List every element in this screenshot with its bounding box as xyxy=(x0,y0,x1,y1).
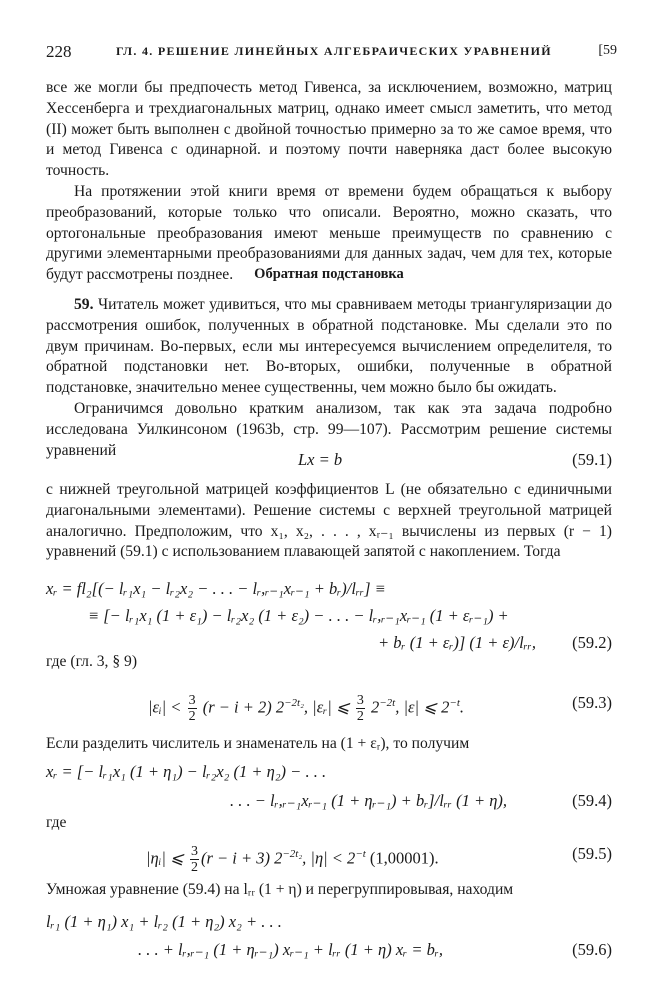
text-block-divide xyxy=(46,734,612,755)
fraction-denominator: 2 xyxy=(190,860,198,876)
equation-59-4-line2-text: . . . − lᵣ,ᵣ₋₁xᵣ₋₁ (1 + ηᵣ₋₁) + bᵣ]/lᵣᵣ (1 + η), xyxy=(230,791,508,810)
equation-59-3-body xyxy=(148,685,464,726)
fraction xyxy=(356,693,365,724)
running-header xyxy=(46,42,617,64)
equation-59-4-line1-text: xᵣ = [− lᵣ₁x₁ (1 + η₁) − lᵣ₂x₂ (1 + η₂) − . . . xyxy=(46,762,327,781)
chapter-title: ГЛ. 4. РЕШЕНИЕ ЛИНЕЙНЫХ АЛГЕБРАИЧЕСКИХ УРАВНЕНИЙ xyxy=(116,44,552,58)
section-marker: [59 xyxy=(598,43,617,58)
fraction-numerator: 3 xyxy=(190,844,198,860)
paragraph-59 xyxy=(46,295,612,399)
text-where-2 xyxy=(46,813,612,834)
exponent: −2t₂ xyxy=(284,697,304,709)
exponent: −2t xyxy=(379,697,396,709)
equation-number: (59.2) xyxy=(572,633,612,652)
text-block-triangular xyxy=(46,480,612,563)
section-heading: Обратная подстановка xyxy=(254,266,404,282)
paragraph-continued: все же могли бы предпочесть метод Гивенса, за исключением, возможно, матриц Хессенберга и трехдиагональных матриц, однако имеет смысл заметить, что метод (II) может быть выполнен с двойной точностью примерно за то же самое время, что и метод Гивенса с одинарной. и поэтому почти наверняка даст более высокую точность. xyxy=(46,79,612,180)
eq-part: (r − i + 3) 2 xyxy=(200,848,283,868)
equation-59-6-line1-text: lᵣ₁ (1 + η₁) x₁ + lᵣ₂ (1 + η₂) x₂ + . . . xyxy=(46,912,282,931)
exponent: −t xyxy=(449,697,460,709)
equation-59-2-line1-text: xᵣ = fl₂[(− lᵣ₁x₁ − lᵣ₂x₂ − . . . − lᵣ,ᵣ₋₁xᵣ₋₁ + bᵣ)/lᵣᵣ] ≡ xyxy=(46,579,386,598)
where-text: где xyxy=(46,814,67,831)
eq-part: . xyxy=(459,697,464,717)
equation-number: (59.1) xyxy=(572,450,612,469)
eq-part: (1,00001). xyxy=(365,848,439,868)
fraction-numerator: 3 xyxy=(356,693,364,709)
fraction-denominator: 2 xyxy=(188,709,196,725)
equation-59-5 xyxy=(46,836,612,876)
eq-part: |ηᵢ| ⩽ xyxy=(146,848,188,868)
equation-number: (59.4) xyxy=(572,791,612,810)
page-number: 228 xyxy=(46,42,72,61)
exponent: −2t₂ xyxy=(282,848,303,860)
equation-59-6-line2-text: . . . + lᵣ,ᵣ₋₁ (1 + ηᵣ₋₁) xᵣ₋₁ + lᵣᵣ (1 + η) xᵣ = bᵣ, xyxy=(138,940,444,959)
equation-59-1-body: Lx = b xyxy=(298,450,343,469)
equation-number: (59.5) xyxy=(572,844,612,863)
equation-number: (59.6) xyxy=(572,940,612,959)
equation-number: (59.3) xyxy=(572,693,612,712)
fraction xyxy=(190,844,199,875)
paragraph-transformations: На протяжении этой книги время от времени будем обращаться к выбору преобразований, которые только что описали. Вероятно, можно сказать, что ортогональные преобразования имеют меньше преимуществ по сравнению с другими элементарными преобразованиями для данных задач, чем для тех, которые будут рассмотрены позднее. xyxy=(46,182,612,284)
paragraph-analysis: Ограничимся довольно кратким анализом, так как эта задача подробно исследована Уилкинсоном (1963b, стр. 99—107). Рассмотрим решение системы уравнений xyxy=(46,399,612,459)
exponent: −t xyxy=(355,848,366,860)
eq-part: , |εᵣ| ⩽ xyxy=(303,697,354,717)
paragraph-divide: Если разделить числитель и знаменатель на (1 + εᵣ), то получим xyxy=(46,735,470,752)
equation-59-2-line3-text: + bᵣ (1 + εᵣ)] (1 + ε)/lᵣᵣ, xyxy=(378,633,536,652)
eq-part: , |η| < 2 xyxy=(302,848,356,868)
where-text: где (гл. 3, § 9) xyxy=(46,653,138,670)
equation-59-5-body xyxy=(146,836,439,877)
paragraph-multiply: Умножая уравнение (59.4) на lᵣᵣ (1 + η) и перегруппировывая, находим xyxy=(46,881,514,898)
text-block-multiply xyxy=(46,880,612,901)
equation-59-2-line1 xyxy=(46,579,612,599)
eq-part: (r − i + 2) 2 xyxy=(198,697,285,717)
fraction-numerator: 3 xyxy=(188,693,196,709)
eq-part: 2 xyxy=(366,697,380,717)
fraction xyxy=(188,693,197,724)
paragraph-59-text: Читатель может удивиться, что мы сравниваем методы триангуляризации до рассмотрения ошибок, полученных в обратной подстановке. Мы сделали это по двум причинам. Во-первых, если мы интересуемся вычислением определителя, то обратной подстановки нет. Во-вторых, ошибки, полученные в обратной подстановке, значительно менее существенны, чем можно было бы ожидать. xyxy=(46,296,612,397)
paragraph-number: 59. xyxy=(74,296,94,313)
fraction-denominator: 2 xyxy=(356,709,364,725)
equation-59-3 xyxy=(46,685,612,725)
paragraph-triangular: с нижней треугольной матрицей коэффициентов L (не обязательно с единичными диагональными элементами). Решение системы с верхней треугольной матрицей аналогично. Предположим, что x₁, x₂, . . . , xᵣ₋₁ вычислены из первых (r − 1) уравнений (59.1) с использованием плавающей запятой с накоплением. Тогда xyxy=(46,481,612,561)
eq-part: , |ε| ⩽ 2 xyxy=(395,697,450,717)
text-where-1 xyxy=(46,652,612,673)
eq-part: |εᵢ| < xyxy=(148,697,186,717)
equation-59-2-line2-text: ≡ [− lᵣ₁x₁ (1 + ε₁) − lᵣ₂x₂ (1 + ε₂) − . . . − lᵣ,ᵣ₋₁xᵣ₋₁ (1 + εᵣ₋₁) + xyxy=(88,606,509,625)
text-block-top xyxy=(46,78,612,286)
equation-59-6-line1 xyxy=(46,912,612,932)
text-block-section xyxy=(46,295,612,461)
equation-59-4-line1 xyxy=(46,762,612,782)
